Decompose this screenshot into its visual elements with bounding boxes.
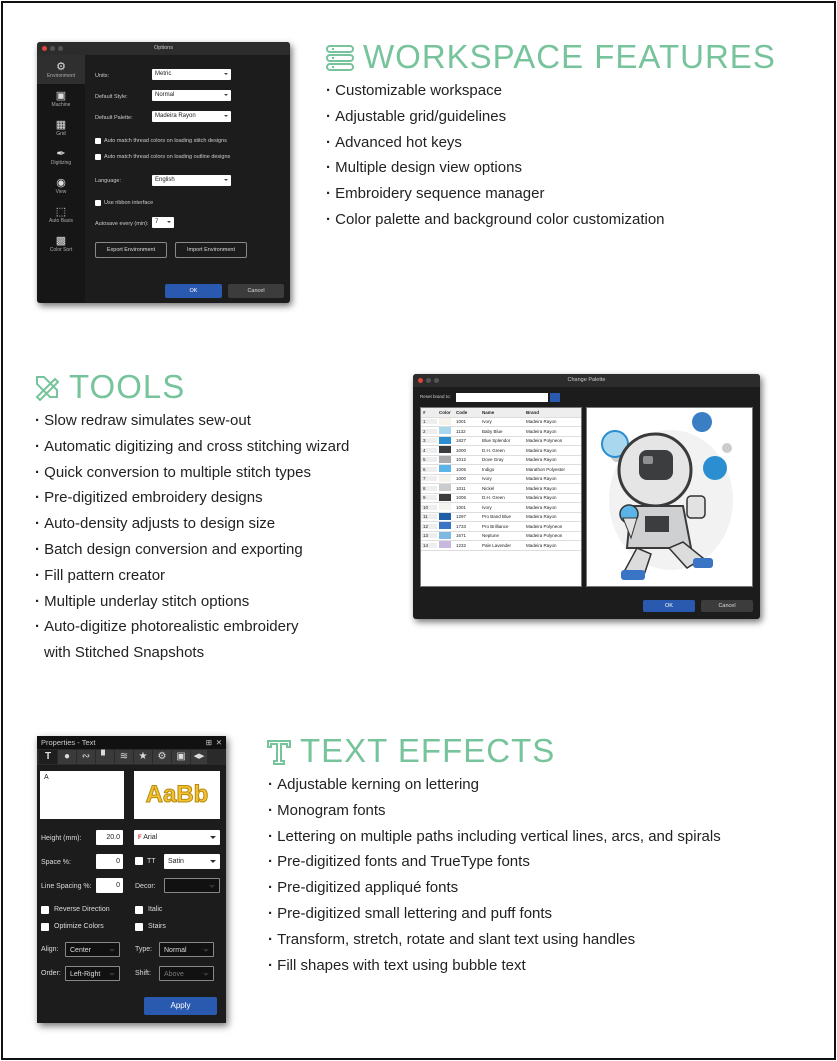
table-cell: Pro Brilliance [482, 523, 509, 529]
feature-item: · Fill pattern creator [35, 563, 349, 589]
sidebar-item-environment[interactable] [37, 55, 85, 84]
eye-icon: ◉ [56, 176, 66, 189]
table-cell: 14 [421, 543, 437, 548]
zoom-dot[interactable] [58, 46, 63, 51]
auto-match-stitch-checkbox[interactable] [95, 138, 101, 144]
astronaut-image [587, 408, 752, 586]
table-cell [437, 418, 454, 426]
properties-tabs [37, 749, 226, 765]
export-environment-button[interactable]: Export Environment [95, 242, 167, 258]
table-cell: 1005 [456, 466, 467, 472]
ok-button[interactable]: OK [165, 284, 222, 298]
table-row[interactable] [421, 418, 581, 428]
reset-brand-label: Reset brand to: [420, 394, 451, 399]
table-row[interactable] [421, 475, 581, 485]
table-cell: Marathon Polyester [526, 466, 566, 472]
table-cell: 11 [421, 514, 437, 519]
table-cell: 1297 [456, 514, 467, 520]
feature-item: · Embroidery sequence manager [326, 181, 665, 207]
order-select[interactable]: Left-Right [65, 966, 120, 981]
column-header: Code [456, 409, 468, 415]
table-cell: 10 [421, 505, 437, 510]
table-row[interactable] [421, 513, 581, 523]
feature-item: · Auto-density adjusts to design size [35, 511, 349, 537]
tools-title: TOOLS [69, 368, 186, 405]
sidebar-label: Digitizing [50, 159, 72, 166]
units-label: Units: [95, 73, 110, 79]
tab-color-icon[interactable]: ▣ [172, 750, 190, 764]
table-row[interactable] [421, 446, 581, 456]
table-cell [437, 541, 454, 549]
feature-item: · Batch design conversion and exporting [35, 537, 349, 563]
table-cell: Madeira Rayon [526, 495, 557, 501]
minimize-dot[interactable] [50, 46, 55, 51]
table-cell: Madeira Rayon [526, 428, 557, 434]
table-cell: Indigo [482, 466, 495, 472]
reset-brand-select[interactable] [456, 393, 548, 402]
autosave-input[interactable]: 7 [152, 217, 174, 228]
auto-match-outline-label: Auto match thread colors on loading outline designs [104, 154, 231, 160]
table-row[interactable] [421, 522, 581, 532]
sidebar-item-grid[interactable] [37, 113, 85, 142]
sidebar-item-view[interactable] [37, 171, 85, 200]
table-cell: 3 [421, 438, 437, 443]
gear-icon: ⚙ [56, 60, 66, 73]
color-swatch[interactable] [439, 494, 451, 501]
reverse-direction-label: Reverse Direction [54, 906, 110, 913]
language-label: Language: [95, 178, 121, 184]
table-cell [437, 513, 454, 521]
space-label: Space %: [41, 859, 71, 866]
feature-item: · Pre-digitized embroidery designs [35, 485, 349, 511]
feature-item: · Adjustable kerning on lettering [268, 772, 721, 798]
auto-match-stitch-label: Auto match thread colors on loading stitch designs [104, 138, 227, 144]
sidebar-label: Environment [46, 72, 76, 79]
height-input[interactable]: 20.0 [96, 830, 123, 845]
table-cell: 7 [421, 476, 437, 481]
options-titlebar [37, 42, 290, 55]
table-cell: Ivory [482, 504, 492, 510]
line-spacing-input[interactable]: 0 [96, 878, 123, 893]
table-cell [437, 494, 454, 502]
color-swatch[interactable] [439, 503, 451, 510]
table-cell: Madeira Rayon [526, 447, 557, 453]
table-cell: Madeira Rayon [526, 476, 557, 482]
table-cell: 1000 [456, 447, 467, 453]
stairs-checkbox[interactable] [135, 923, 143, 931]
text-input-area[interactable]: A [40, 771, 124, 819]
order-label: Order: [41, 970, 61, 977]
feature-item: · Customizable workspace [326, 78, 665, 104]
tools-icon [33, 373, 61, 401]
table-cell [437, 532, 454, 540]
shift-label: Shift: [135, 970, 151, 977]
font-select[interactable] [134, 830, 220, 845]
apply-button[interactable]: Apply [144, 997, 217, 1015]
table-cell: Madeira Rayon [526, 419, 557, 425]
table-cell: Madeira Rayon [526, 504, 557, 510]
color-swatch[interactable] [439, 522, 451, 529]
reverse-direction-checkbox[interactable] [41, 906, 49, 914]
feature-item: · Auto-digitize photorealistic embroidery [35, 614, 349, 640]
tools-heading [33, 368, 185, 406]
language-select[interactable]: English [152, 175, 231, 186]
table-cell [437, 446, 454, 454]
table-cell: Madeira Rayon [526, 485, 557, 491]
align-select[interactable]: Center [65, 942, 120, 957]
feature-item: · Quick conversion to multiple stitch types [35, 460, 349, 486]
sidebar-item-auto-basis[interactable] [37, 200, 85, 229]
color-swatch[interactable] [439, 475, 451, 482]
tab-star-icon[interactable]: ★ [134, 750, 152, 764]
sidebar-label: Color Sort [49, 246, 73, 253]
table-cell: Pro Band Blue [482, 514, 512, 520]
feature-item: · Transform, stretch, rotate and slant text using handles [268, 927, 721, 953]
text-effects-feature-list [268, 772, 721, 978]
preview-text: AaBb [145, 781, 209, 808]
table-cell: 1827 [456, 438, 467, 444]
table-cell: 5 [421, 457, 437, 462]
workspace-icon [325, 43, 355, 71]
table-cell: 1 [421, 419, 437, 424]
table-cell [437, 475, 454, 483]
properties-text-panel [37, 736, 226, 1023]
table-cell: 1733 [456, 523, 467, 529]
feature-item-continuation: with Stitched Snapshots [44, 644, 205, 662]
stairs-label: Stairs [148, 923, 166, 930]
tab-stitch-icon[interactable]: ▘ [96, 750, 114, 764]
text-effects-heading [266, 732, 555, 770]
properties-title: Properties - Text [41, 738, 96, 747]
sidebar-item-color-sort[interactable] [37, 229, 85, 258]
table-cell: 2 [421, 429, 437, 434]
table-row[interactable] [421, 437, 581, 447]
table-cell: D.H. Green [482, 495, 505, 501]
tab-text-icon[interactable]: T [39, 750, 57, 764]
pin-icon[interactable]: ⊞ [205, 738, 212, 747]
table-cell [437, 503, 454, 511]
tab-wave-icon[interactable]: ≋ [115, 750, 133, 764]
table-cell: Pale Lavender [482, 542, 512, 548]
properties-titlebar [37, 736, 226, 749]
line-spacing-label: Line Spacing %: [41, 883, 92, 890]
palette-table [420, 407, 582, 587]
font-type-icon: F [138, 835, 142, 841]
table-row[interactable] [421, 494, 581, 504]
minimize-dot[interactable] [426, 378, 431, 383]
color-swatch[interactable] [439, 446, 451, 453]
table-cell [437, 522, 454, 530]
table-cell: 1000 [456, 476, 467, 482]
default-style-select[interactable]: Normal [152, 90, 231, 101]
design-preview [586, 407, 753, 587]
table-cell: 6 [421, 467, 437, 472]
reset-brand-dropdown-button[interactable] [550, 393, 560, 402]
tab-path-icon[interactable]: ∾ [77, 750, 95, 764]
feature-item: · Monogram fonts [268, 798, 721, 824]
feature-item: · Color palette and background color customization [326, 207, 665, 233]
ribbon-checkbox[interactable] [95, 200, 101, 206]
shift-select[interactable]: Above [159, 966, 214, 981]
color-swatch[interactable] [439, 418, 451, 425]
tab-scroll-arrows-icon[interactable]: ◀▶ [191, 750, 207, 764]
column-header: Name [482, 409, 495, 415]
color-swatch[interactable] [439, 437, 451, 444]
zoom-dot[interactable] [434, 378, 439, 383]
table-cell [437, 427, 454, 435]
table-row[interactable] [421, 484, 581, 494]
color-swatch[interactable] [439, 465, 451, 472]
tab-fill-icon[interactable]: ● [58, 750, 76, 764]
feature-item: · Fill shapes with text using bubble text [268, 953, 721, 979]
table-cell: 1001 [456, 504, 467, 510]
italic-label: Italic [148, 906, 163, 913]
sidebar-label: Grid [56, 130, 66, 137]
table-cell: Baby Blue [482, 428, 503, 434]
feature-item: · Adjustable grid/guidelines [326, 104, 665, 130]
table-cell: Madeira Rayon [526, 514, 557, 520]
color-swatch[interactable] [439, 513, 451, 520]
type-label: Type: [135, 946, 153, 953]
space-input[interactable]: 0 [96, 854, 123, 869]
close-icon[interactable]: ✕ [215, 738, 222, 747]
table-cell: 1012 [456, 457, 467, 463]
feature-item: · Multiple design view options [326, 155, 665, 181]
height-label: Height (mm): [41, 835, 82, 842]
needle-icon: ✒ [56, 147, 66, 160]
table-cell: Neptune [482, 533, 500, 539]
close-dot[interactable] [42, 46, 47, 51]
table-cell: 1006 [456, 495, 467, 501]
options-sidebar [37, 55, 85, 303]
default-style-label: Default Style: [95, 94, 128, 100]
feature-item: · Pre-digitized small lettering and puff fonts [268, 901, 721, 927]
tools-feature-list [35, 408, 349, 666]
palette-titlebar [413, 374, 760, 387]
color-swatch[interactable] [439, 427, 451, 434]
workspace-heading [325, 38, 776, 76]
table-cell: 12 [421, 524, 437, 529]
italic-checkbox[interactable] [135, 906, 143, 914]
text-effects-title: TEXT EFFECTS [300, 732, 556, 769]
sidebar-item-digitizing[interactable] [37, 142, 85, 171]
workspace-feature-list [326, 78, 665, 233]
color-swatch[interactable] [439, 532, 451, 539]
palette-ok-button[interactable]: OK [643, 600, 695, 612]
table-cell: Madeira Rayon [526, 542, 557, 548]
feature-item: · Automatic digitizing and cross stitching wizard [35, 434, 349, 460]
table-cell: Madeira Polyneon [526, 533, 563, 539]
table-cell: 1001 [456, 419, 467, 425]
table-row[interactable] [421, 456, 581, 466]
cancel-button[interactable]: Cancel [228, 284, 284, 298]
table-cell: Madeira Rayon [526, 457, 557, 463]
table-cell [437, 456, 454, 464]
sidebar-label: Auto Basis [49, 217, 73, 224]
table-row[interactable] [421, 465, 581, 475]
table-row[interactable] [421, 503, 581, 513]
table-cell: 1671 [456, 533, 467, 539]
feature-item: · Slow redraw simulates sew-out [35, 408, 349, 434]
table-cell [437, 437, 454, 445]
window-controls[interactable] [418, 378, 439, 383]
column-header: Brand [526, 409, 540, 415]
table-cell: Ivory [482, 476, 492, 482]
table-cell: 1132 [456, 428, 466, 434]
optimize-colors-checkbox[interactable] [41, 923, 49, 931]
auto-match-outline-checkbox[interactable] [95, 154, 101, 160]
table-cell: Madeira Polyneon [526, 438, 563, 444]
table-row[interactable] [421, 541, 581, 551]
autosave-label: Autosave every (min): [95, 221, 149, 227]
options-title: Options [154, 45, 173, 51]
table-cell: Nickel [482, 485, 495, 491]
feature-item: · Multiple underlay stitch options [35, 589, 349, 615]
units-select[interactable]: Metric [152, 69, 231, 80]
tt-label: TT [147, 858, 156, 865]
close-dot[interactable] [418, 378, 423, 383]
table-cell: Ivory [482, 419, 492, 425]
table-cell: D.H. Green [482, 447, 505, 453]
table-row[interactable] [421, 427, 581, 437]
import-environment-button[interactable]: Import Environment [175, 242, 247, 258]
table-header [421, 408, 581, 418]
table-cell: Madeira Polyneon [526, 523, 563, 529]
sidebar-label: Machine [51, 101, 71, 108]
tt-checkbox[interactable] [135, 857, 143, 865]
table-cell: 1011 [456, 485, 466, 491]
tab-gear-icon[interactable]: ⚙ [153, 750, 171, 764]
color-swatch[interactable] [439, 541, 451, 548]
dashed-square-icon: ⬚ [55, 205, 67, 218]
text-icon [266, 737, 292, 765]
color-swatch[interactable] [439, 456, 451, 463]
table-cell: 9 [421, 495, 437, 500]
window-controls[interactable] [42, 46, 63, 51]
decor-select[interactable] [164, 878, 220, 893]
palette-title: Change Palette [567, 377, 606, 383]
table-row[interactable] [421, 532, 581, 542]
ribbon-label: Use ribbon interface [104, 200, 154, 206]
align-label: Align: [41, 946, 59, 953]
workspace-title: WORKSPACE FEATURES [363, 38, 776, 75]
color-swatch[interactable] [439, 484, 451, 491]
default-palette-label: Default Palette: [95, 115, 133, 121]
color-grid-icon: ▩ [55, 234, 67, 247]
sidebar-label: View [55, 188, 67, 195]
feature-item: · Pre-digitized fonts and TrueType fonts [268, 849, 721, 875]
font-value: Arial [143, 834, 158, 841]
palette-cancel-button[interactable]: Cancel [701, 600, 753, 612]
column-header: # [423, 409, 426, 415]
table-cell: 1232 [456, 542, 467, 548]
column-header: Color [439, 409, 451, 415]
table-cell: 4 [421, 448, 437, 453]
optimize-colors-label: Optimize Colors [54, 923, 104, 930]
feature-item: · Lettering on multiple paths including vertical lines, arcs, and spirals [268, 824, 721, 850]
decor-label: Decor: [135, 883, 156, 890]
change-palette-dialog [413, 374, 760, 619]
table-cell [437, 465, 454, 473]
text-preview [134, 771, 220, 819]
table-cell: 13 [421, 533, 437, 538]
type-select[interactable]: Normal [159, 942, 214, 957]
grid-icon: ▦ [55, 118, 67, 131]
table-cell: 8 [421, 486, 437, 491]
table-cell [437, 484, 454, 492]
sidebar-item-machine[interactable] [37, 84, 85, 113]
default-palette-select[interactable]: Madeira Rayon [152, 111, 231, 122]
feature-item: · Advanced hot keys [326, 130, 665, 156]
feature-item: · Pre-digitized appliqué fonts [268, 875, 721, 901]
machine-icon: ▣ [55, 89, 67, 102]
stitch-type-select[interactable]: Satin [164, 854, 220, 869]
table-cell: Dove Gray [482, 457, 504, 463]
table-cell: Blue Splendor [482, 438, 511, 444]
options-dialog [37, 42, 290, 303]
